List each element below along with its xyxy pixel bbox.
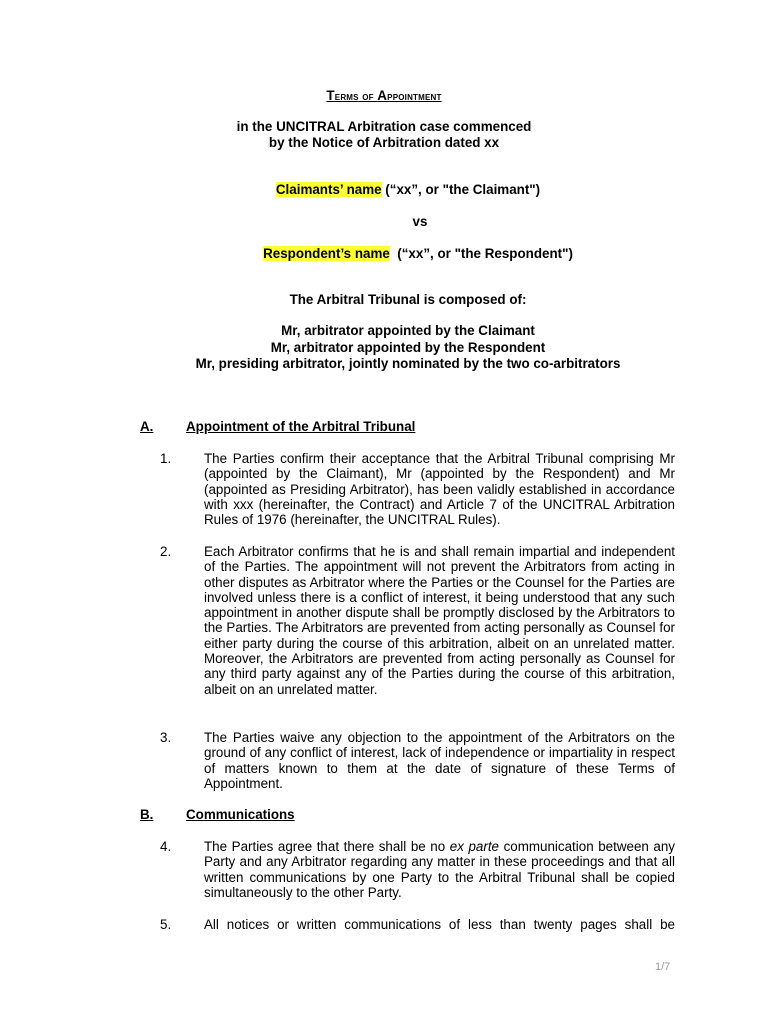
paragraph-2: Each Arbitrator confirms that he is and shall remain impartial and independent of the Parties. The appointment will not prevent the Arbitrators from acting in other disputes as Arbitrator where the Parties or the Counsel for the Parties are involved unless there is a conflict of interest, it being understood that any such appointment in another dispute shall be promptly disclosed by the Arbitrators to the Parties. The Arbitrators are prevented from acting personally as Counsel for either party during the course of this arbitration, albeit on an unrelated matter. Moreover, the Arbitrators are prevented from acting personally as Counsel for any third party against any of the Parties during the course of this arbitration, albeit on an unrelated matter. [204, 544, 675, 697]
paragraph-number: 2. [160, 544, 172, 559]
paragraph-number: 5. [160, 917, 172, 932]
paragraph-1: The Parties confirm their acceptance that the Arbitral Tribunal comprising Mr (appointed by the Claimant), Mr (appointed by the Respondent) and Mr (appointed as Presiding Arbitrator), has been validly established in accordance with xxx (hereinafter, the Contract) and Article 7 of the UNCITRAL Arbitration Rules of 1976 (hereinafter, the UNCITRAL Rules). [204, 451, 675, 528]
tribunal-member: Mr, presiding arbitrator, jointly nominated by the two co-arbitrators [195, 356, 621, 371]
tribunal-member: Mr, arbitrator appointed by the Respondent [270, 340, 546, 355]
section-b-heading: B. Communications [140, 807, 295, 822]
subtitle-line-1: in the UNCITRAL Arbitration case commenced [236, 119, 532, 134]
paragraph-number: 3. [160, 730, 172, 745]
paragraph-5: All notices or written communications of less than twenty pages shall be [204, 917, 675, 932]
subtitle-line-2: by the Notice of Arbitration dated xx [268, 135, 500, 150]
versus-label: vs [412, 214, 428, 229]
paragraph-number: 1. [160, 451, 172, 466]
tribunal-member: Mr, arbitrator appointed by the Claimant [281, 323, 535, 338]
paragraph-4: The Parties agree that there shall be no ex parte communication between any Party and any Arbitrator regarding any matter in these proceedings and that all written communications by one Party to the Arbitral Tribunal shall be copied simultaneously to the other Party. [204, 839, 676, 900]
claimant-name-highlight: Claimants’ name [275, 182, 382, 197]
paragraph-3: The Parties waive any objection to the appointment of the Arbitrators on the ground of any conflict of interest, lack of independence or impartiality in respect of matters known to them at the date of signature of these Terms of Appointment. [204, 730, 675, 791]
paragraph-number: 4. [160, 839, 172, 854]
respondent-name-highlight: Respondent’s name [263, 246, 390, 261]
page-number: 1/7 [655, 961, 671, 973]
respondent-line: Respondent’s name (“xx”, or "the Respondent") [263, 246, 573, 261]
claimant-line: Claimants’ name (“xx”, or "the Claimant") [275, 182, 541, 197]
document-title: Terms of Appointment [326, 88, 442, 103]
section-a-heading: A. Appointment of the Arbitral Tribunal [140, 419, 416, 434]
tribunal-heading: The Arbitral Tribunal is composed of: [289, 292, 527, 307]
ex-parte-italic: ex parte [449, 839, 500, 854]
